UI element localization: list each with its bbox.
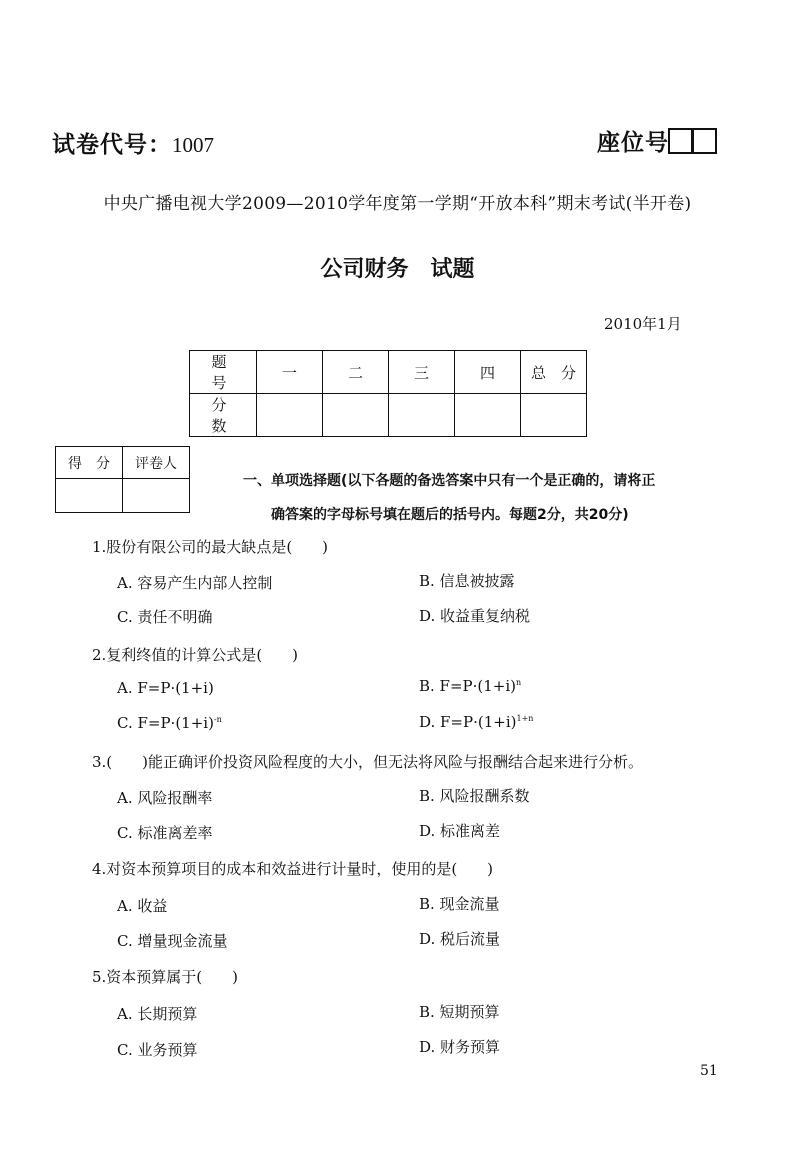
score-table-cell: 一 (257, 351, 323, 394)
grader-table-cell: 评卷人 (123, 447, 190, 479)
score-table-cell: 题 号 (190, 351, 257, 394)
answer-option: B. 风险报酬系数 (419, 787, 530, 805)
grader-table-cell: 得 分 (56, 447, 123, 479)
answer-option (117, 714, 222, 732)
score-table-cell: 总 分 (521, 351, 587, 394)
exam-title: 中央广播电视大学2009—2010学年度第一学期“开放本科”期末考试(半开卷) (103, 194, 692, 214)
answer-option: D. 财务预算 (419, 1038, 501, 1056)
answer-option: B. 现金流量 (419, 895, 500, 913)
grader-table-empty-cell (56, 479, 123, 513)
paper-code-label: 试卷代号： (52, 132, 172, 158)
exponent: -n (213, 715, 222, 724)
score-table-header-row (190, 351, 587, 394)
answer-option (419, 677, 521, 695)
answer-option: C. 责任不明确 (117, 608, 213, 626)
grader-table (55, 446, 190, 513)
answer-option: B. 短期预算 (419, 1003, 500, 1021)
seat-number-box (668, 128, 693, 154)
seat-number-box (692, 128, 717, 154)
answer-option-text: B. F=P·(1+i) (419, 677, 517, 695)
seat-number-label: 座位号 (597, 130, 669, 156)
score-table-empty-cell (257, 394, 323, 437)
page-number: 51 (700, 1063, 718, 1079)
score-table-cell: 四 (455, 351, 521, 394)
answer-option (117, 679, 214, 697)
score-table-cell: 分 数 (190, 394, 257, 437)
question-stem: 2.复利终值的计算公式是( ) (92, 646, 299, 664)
question-stem: 4.对资本预算项目的成本和效益进行计量时，使用的是( ) (92, 860, 494, 878)
answer-option (419, 713, 533, 731)
answer-option: D. 税后流量 (419, 930, 501, 948)
answer-option: D. 收益重复纳税 (419, 607, 531, 625)
answer-option: B. 信息被披露 (419, 572, 515, 590)
score-table-empty-cell (323, 394, 389, 437)
grader-table-empty-cell (123, 479, 190, 513)
score-table (189, 350, 587, 437)
score-table-score-row (190, 394, 587, 437)
grader-table-header-row (56, 447, 190, 479)
paper-code-value: 1007 (172, 133, 214, 157)
score-table-empty-cell (521, 394, 587, 437)
score-table-cell: 三 (389, 351, 455, 394)
answer-option: C. 标准离差率 (117, 824, 213, 842)
answer-option-text: D. F=P·(1+i) (419, 713, 517, 731)
question-stem: 3.( )能正确评价投资风险程度的大小，但无法将风险与报酬结合起来进行分析。 (92, 753, 644, 771)
section-heading-line: 确答案的字母标号填在题后的括号内。每题2分，共20分) (271, 507, 629, 523)
answer-option-text: A. F=P·(1+i) (117, 679, 214, 697)
seat-number (597, 124, 717, 157)
answer-option: C. 增量现金流量 (117, 932, 228, 950)
answer-option: A. 收益 (117, 897, 168, 915)
exam-date: 2010年1月 (604, 315, 682, 333)
exponent: n (516, 678, 522, 687)
exponent: 1+n (516, 714, 534, 723)
grader-table-blank-row (56, 479, 190, 513)
score-table-empty-cell (389, 394, 455, 437)
paper-title: 公司财务 试题 (320, 257, 475, 282)
answer-option: D. 标准离差 (419, 822, 501, 840)
score-table-empty-cell (455, 394, 521, 437)
answer-option: A. 容易产生内部人控制 (117, 574, 273, 592)
question-stem: 1.股份有限公司的最大缺点是( ) (92, 538, 329, 556)
score-table-cell: 二 (323, 351, 389, 394)
section-heading (243, 464, 733, 532)
question-stem: 5.资本预算属于( ) (92, 968, 239, 986)
paper-code (52, 126, 214, 159)
answer-option-text: C. F=P·(1+i) (117, 714, 214, 732)
answer-option: A. 长期预算 (117, 1005, 198, 1023)
section-heading-line: 一、单项选择题(以下各题的备选答案中只有一个是正确的，请将正 (243, 473, 656, 489)
answer-option: A. 风险报酬率 (117, 789, 213, 807)
answer-option: C. 业务预算 (117, 1041, 198, 1059)
